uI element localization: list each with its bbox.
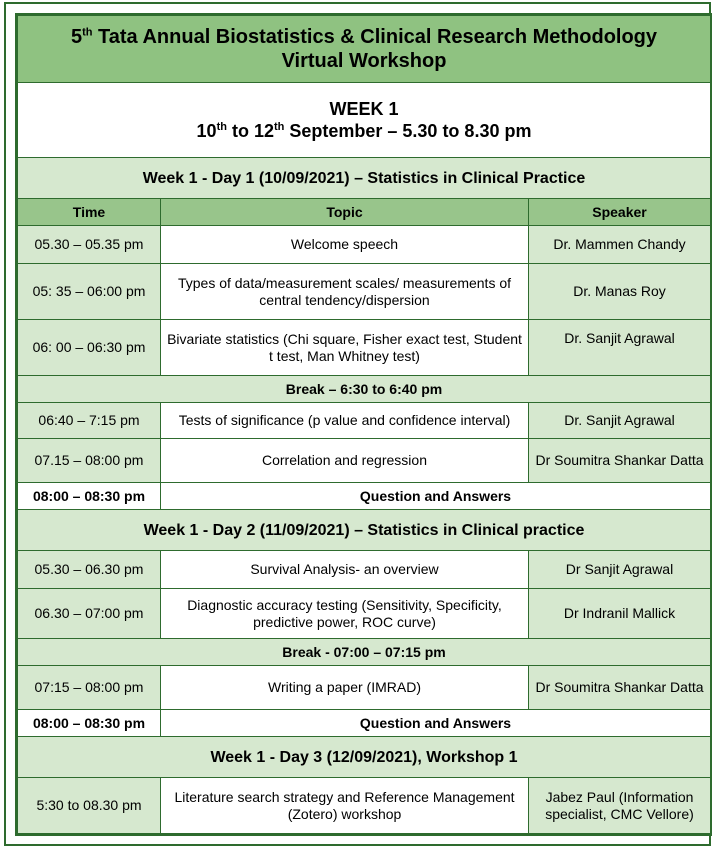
table-row bbox=[18, 403, 711, 439]
speaker-cell: Jabez Paul (Information specialist, CMC Vellore) bbox=[529, 778, 711, 834]
topic-cell: Types of data/measurement scales/ measurements of central tendency/dispersion bbox=[161, 264, 529, 320]
time-cell: 07.15 – 08:00 pm bbox=[18, 439, 161, 483]
qa-label: Question and Answers bbox=[161, 483, 711, 510]
break-label: Break – 6:30 to 6:40 pm bbox=[18, 376, 711, 403]
topic-cell: Writing a paper (IMRAD) bbox=[161, 666, 529, 710]
qa-time: 08:00 – 08:30 pm bbox=[18, 710, 161, 737]
time-cell: 06.30 – 07:00 pm bbox=[18, 589, 161, 639]
topic-cell: Survival Analysis- an overview bbox=[161, 551, 529, 589]
header-speaker: Speaker bbox=[529, 199, 711, 226]
speaker-cell: Dr Soumitra Shankar Datta bbox=[529, 439, 711, 483]
speaker-cell: Dr Indranil Mallick bbox=[529, 589, 711, 639]
qa-row bbox=[18, 710, 711, 737]
time-cell: 07:15 – 08:00 pm bbox=[18, 666, 161, 710]
time-cell: 5:30 to 08.30 pm bbox=[18, 778, 161, 834]
time-cell: 06:40 – 7:15 pm bbox=[18, 403, 161, 439]
table-row bbox=[18, 666, 711, 710]
speaker-cell: Dr. Manas Roy bbox=[529, 264, 711, 320]
week-label: WEEK 1 bbox=[329, 99, 399, 119]
time-cell: 05.30 – 05.35 pm bbox=[18, 226, 161, 264]
break-label: Break - 07:00 – 07:15 pm bbox=[18, 639, 711, 666]
break-row bbox=[18, 376, 711, 403]
topic-cell: Bivariate statistics (Chi square, Fisher exact test, Student t test, Man Whitney test) bbox=[161, 320, 529, 376]
week-date-end-sup: th bbox=[273, 121, 285, 133]
topic-cell: Literature search strategy and Reference Management (Zotero) workshop bbox=[161, 778, 529, 834]
table-row bbox=[18, 264, 711, 320]
table-row bbox=[18, 589, 711, 639]
week-date-rest: September – 5.30 to 8.30 pm bbox=[284, 121, 532, 141]
day3-heading: Week 1 - Day 3 (12/09/2021), Workshop 1 bbox=[18, 737, 711, 778]
table-row bbox=[18, 226, 711, 264]
speaker-cell: Dr Sanjit Agrawal bbox=[529, 551, 711, 589]
qa-time: 08:00 – 08:30 pm bbox=[18, 483, 161, 510]
week-heading bbox=[18, 83, 711, 158]
workshop-title bbox=[18, 16, 711, 83]
time-cell: 06: 00 – 06:30 pm bbox=[18, 320, 161, 376]
schedule-container bbox=[15, 13, 712, 836]
header-time: Time bbox=[18, 199, 161, 226]
speaker-cell: Dr. Sanjit Agrawal bbox=[529, 403, 711, 439]
topic-cell: Correlation and regression bbox=[161, 439, 529, 483]
header-topic: Topic bbox=[161, 199, 529, 226]
table-row bbox=[18, 551, 711, 589]
week-date-start-sup: th bbox=[216, 121, 227, 133]
topic-cell: Diagnostic accuracy testing (Sensitivity, Specificity, predictive power, ROC curve) bbox=[161, 589, 529, 639]
table-row bbox=[18, 439, 711, 483]
title-sup: th bbox=[82, 26, 93, 39]
table-row bbox=[18, 320, 711, 376]
speaker-cell: Dr Soumitra Shankar Datta bbox=[529, 666, 711, 710]
topic-cell: Tests of significance (p value and confidence interval) bbox=[161, 403, 529, 439]
week-date-start: 10 bbox=[196, 121, 217, 141]
speaker-cell: Dr. Mammen Chandy bbox=[529, 226, 711, 264]
time-cell: 05.30 – 06.30 pm bbox=[18, 551, 161, 589]
topic-cell: Welcome speech bbox=[161, 226, 529, 264]
speaker-cell: Dr. Sanjit Agrawal bbox=[529, 320, 711, 376]
title-line1: Tata Annual Biostatistics & Clinical Research Methodology bbox=[92, 26, 658, 48]
break-row bbox=[18, 639, 711, 666]
qa-row bbox=[18, 483, 711, 510]
day1-heading: Week 1 - Day 1 (10/09/2021) – Statistics in Clinical Practice bbox=[18, 158, 711, 199]
time-cell: 05: 35 – 06:00 pm bbox=[18, 264, 161, 320]
title-number: 5 bbox=[70, 26, 83, 48]
column-header-row bbox=[18, 199, 711, 226]
day2-heading: Week 1 - Day 2 (11/09/2021) – Statistics in Clinical practice bbox=[18, 510, 711, 551]
page-frame bbox=[4, 2, 711, 846]
title-line2: Virtual Workshop bbox=[281, 50, 447, 72]
week-date-mid: to 12 bbox=[226, 121, 274, 141]
qa-label: Question and Answers bbox=[161, 710, 711, 737]
table-row bbox=[18, 778, 711, 834]
schedule-table bbox=[17, 15, 711, 834]
